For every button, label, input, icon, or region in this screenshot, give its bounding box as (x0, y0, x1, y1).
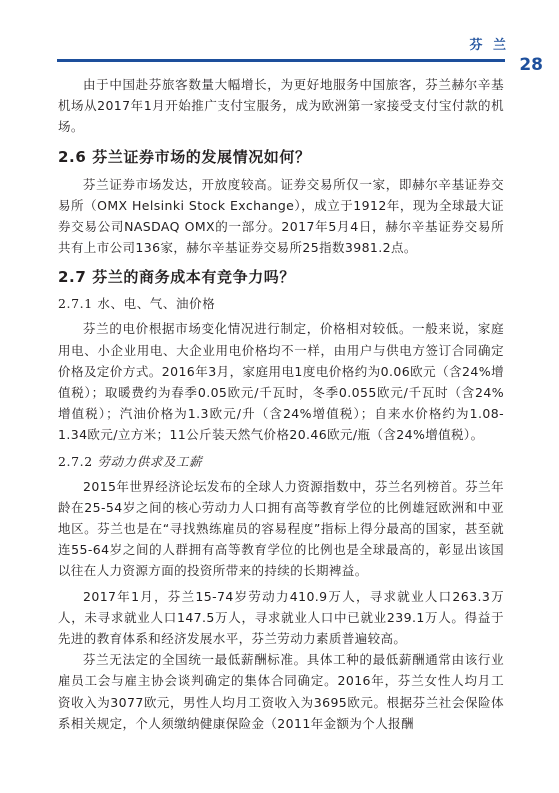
page-number: 28 (519, 55, 543, 75)
labor-paragraph-1: 2015年世界经济论坛发布的全球人力资源指数中，芬兰名列榜首。芬兰年龄在25-54岁之间的核心劳动力人口拥有高等教育学位的比例雄冠欧洲和中亚地区。芬兰也是在“寻找熟练雇员的容易程度”指标上得分最高的国家，甚至就连55-64岁之间的人群拥有高等教育学位的比例也是全球最高的，彰显出该国以往在人力资源方面的投资所带来的持续的长期裨益。 (58, 478, 504, 579)
header-rule (57, 59, 505, 62)
subsection-number: 2.7.2 (58, 453, 93, 469)
page-body (58, 74, 504, 734)
running-header-country: 芬 兰 (469, 38, 509, 53)
subsection-2-7-1-paragraph: 芬兰的电价根据市场变化情况进行制定，价格相对较低。一般来说，家庭用电、小企业用电、大企业用电价格均不一样，由用户与供电方签订合同确定价格及定价方式。2016年3月，家庭用电1度电价格约为0.06欧元（含24%增值税）；取暖费约为春季0.05欧元/千瓦时，冬季0.055欧元/千瓦时（含24%增值税）；汽油价格为1.3欧元/升（含24%增值税）；自来水价格约为1.08-1.34欧元/立方米；11公斤装天然气价格20.46欧元/瓶（含24%增值税）。 (58, 321, 504, 443)
subsection-title: 水、电、气、油价格 (97, 296, 216, 312)
section-2-7-heading: 2.7 芬兰的商务成本有竞争力吗？ (58, 268, 295, 287)
subsection-number: 2.7.1 (58, 296, 93, 312)
section-2-6-heading: 2.6 芬兰证券市场的发展情况如何？ (58, 147, 311, 166)
labor-paragraph-3: 芬兰无法定的全国统一最低薪酬标准。具体工种的最低薪酬通常由该行业雇员工会与雇主协会谈判确定的集体合同确定。2016年，芬兰女性人均月工资收入为3077欧元，男性人均月工资收入为3695欧元。根据芬兰社会保险体系相关规定，个人须缴纳健康保险金（2011年金额为个人报酬 (58, 652, 504, 731)
subsection-2-7-1-heading (58, 294, 504, 314)
subsection-2-7-2-heading (58, 452, 504, 472)
intro-paragraph: 由于中国赴芬旅客数量大幅增长，为更好地服务中国旅客，芬兰赫尔辛基机场从2017年1月开始推广支付宝服务，成为欧洲第一家接受支付宝付款的机场。 (58, 77, 504, 135)
section-2-6-paragraph: 芬兰证券市场发达，开放度较高。证券交易所仅一家，即赫尔辛基证券交易所（OMX Helsinki Stock Exchange），成立于1912年，现为全球最大证券交易公司NASDAQ OMX的一部分。2017年5月4日，赫尔辛基证券交易所共有上市公司136家，赫尔辛基证券交易所25指数3981.2点。 (58, 176, 504, 256)
labor-paragraph-2: 2017年1月，芬兰15-74岁劳动力410.9万人，寻求就业人口263.3万人，未寻求就业人口147.5万人，寻求就业人口中已就业239.1万人。得益于先进的教育体系和经济发展水平，芬兰劳动力素质普遍较高。 (58, 588, 504, 647)
subsection-title: 劳动力供求及工薪 (97, 453, 203, 469)
